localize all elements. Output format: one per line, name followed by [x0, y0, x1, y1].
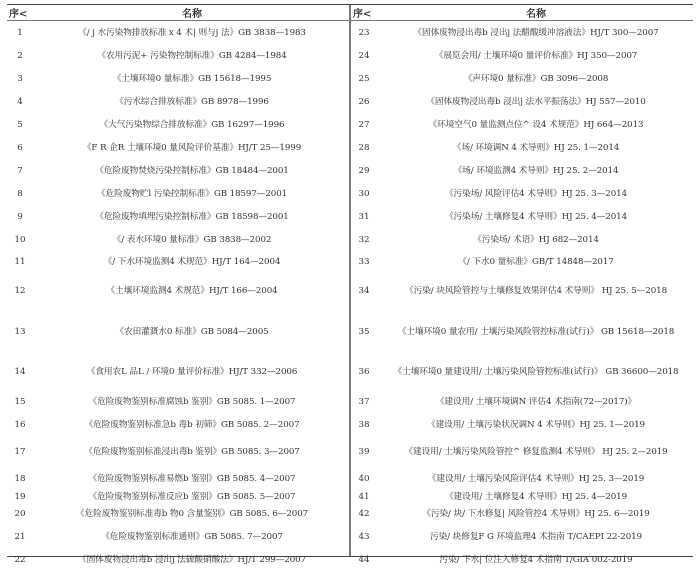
table-row: [351, 309, 693, 354]
row-name: 《食用农L 品L / 环境0 量评价标准》HJ/T 332—2006: [86, 367, 298, 377]
row-number: 22: [14, 554, 26, 565]
row-number: 5: [17, 119, 23, 130]
row-number: 43: [358, 531, 370, 542]
row-name: 《F R 企R 土壤环境0 量风险评价基准》HJ/T 25—1999: [82, 142, 302, 153]
row-number: 44: [358, 554, 370, 565]
row-name: 《建设用/ 土壤环境调N 评估4 术指南(72—2017)》: [435, 396, 637, 407]
row-number: 2: [17, 50, 23, 61]
row-number: 38: [358, 419, 370, 430]
row-number: 40: [358, 473, 370, 484]
table-header: [351, 5, 693, 21]
table-row: [351, 354, 693, 390]
table-row: [7, 354, 349, 390]
table-row: [7, 113, 349, 136]
row-name: 《场/ 环境调N 4 术导则》HJ 25. 1—2014: [452, 142, 620, 153]
row-name: 《污染场/ 土壤修复4 术导则》HJ 25. 4—2014: [444, 211, 628, 222]
row-name: 《危险废物鉴别标准腐蚀b 鉴别》GB 5085. 1—2007: [88, 396, 296, 407]
table-row: [351, 273, 693, 309]
row-name: 《固体废物浸出毒b 浸出j 法硫酸硝酸法》HJ/T 299—2007: [78, 554, 306, 565]
table-row: [351, 503, 693, 525]
row-number: 17: [14, 446, 26, 457]
table-row: [351, 21, 693, 44]
row-number: 12: [14, 286, 26, 296]
header-name: 名称: [526, 9, 546, 20]
header-name: 名称: [182, 9, 202, 20]
table-row: [351, 44, 693, 67]
table-row: [7, 136, 349, 159]
row-number: 23: [358, 27, 370, 38]
row-name: 《固体废物浸出毒b 浸出j 法水平振荡法》HJ 557—2010: [426, 96, 646, 107]
table-row: [351, 525, 693, 548]
row-number: 34: [358, 286, 370, 296]
row-name: 《建设用/ 土壤污染风险评估4 术导则》HJ 25. 3—2019: [427, 473, 645, 484]
table-row: [351, 490, 693, 503]
table-row: [351, 113, 693, 136]
row-number: 16: [14, 419, 26, 430]
table-row: [351, 436, 693, 467]
row-name: 《建设用/ 土壤污染风险管控^ 修复监测4 术导则》 HJ 25. 2—2019: [404, 446, 668, 457]
table-row: [351, 548, 693, 571]
table-row: [7, 205, 349, 228]
row-number: 3: [17, 73, 23, 84]
row-number: 18: [14, 473, 26, 484]
row-name: 《场/ 环境监测4 术导则》HJ 25. 2—2014: [453, 165, 619, 176]
table-row: [351, 90, 693, 113]
row-name: 《环境空气0 量监测点位^ 设4 术规范》HJ 664—2013: [428, 119, 644, 130]
row-name: 《固体废物浸出毒b 浸出j 法醋酸缓冲溶液法》HJ/T 300—2007: [413, 27, 659, 38]
row-number: 7: [17, 165, 23, 176]
row-number: 41: [358, 491, 370, 502]
row-name: 《危险废物鉴别标准浸出毒b 鉴别》GB 5085. 3—2007: [84, 446, 300, 457]
table-row: [7, 67, 349, 90]
row-name: 《大气污染物综合排放标准》GB 16297—1996: [99, 119, 285, 130]
row-name: 《危险废物贮l 污染控制标准》GB 18597—2001: [96, 188, 288, 199]
row-number: 20: [14, 509, 26, 519]
row-number: 19: [14, 491, 26, 502]
table-row: [351, 136, 693, 159]
row-number: 9: [17, 211, 23, 222]
row-number: 10: [14, 234, 26, 245]
row-name: 《土壤环境监测4 术规范》HJ/T 166—2004: [106, 286, 278, 296]
row-name: 《污水综合排放标准》GB 8978—1996: [115, 96, 269, 107]
table-row: [7, 90, 349, 113]
row-name: 《污染场/ 术语》HJ 682—2014: [473, 234, 599, 245]
row-number: 32: [358, 234, 370, 245]
row-number: 24: [358, 50, 370, 61]
row-number: 35: [358, 326, 370, 337]
table-row: [7, 467, 349, 490]
table-row: [7, 182, 349, 205]
table-row: [7, 44, 349, 67]
row-name: 污染/ 下水| 位注入修复4 术指南 T/GIA 002-2019: [439, 554, 633, 565]
row-name: 《危险废物鉴别标准反应b 鉴别》GB 5085. 5—2007: [88, 491, 296, 502]
row-name: 《危险废物鉴别标准易燃b 鉴别》GB 5085. 4—2007: [88, 473, 296, 484]
row-name: 《建设用/ 土壤修复4 术导则》HJ 25. 4—2019: [444, 491, 628, 502]
row-number: 31: [358, 211, 370, 222]
standards-table: [7, 4, 693, 565]
table-row: [351, 467, 693, 490]
row-name: 《危险废物填埋污染控制标准》GB 18598—2001: [95, 211, 289, 222]
row-number: 30: [358, 188, 370, 199]
row-name: 《声环境0 量标准》GB 3096—2008: [463, 73, 609, 84]
table-row: [7, 228, 349, 251]
table-left-half: [7, 5, 350, 565]
table-header: [7, 5, 349, 21]
row-number: 25: [358, 73, 370, 84]
row-name: 污染/ 块修复F G 环境监理4 术指南 T/CAEPI 22-2019: [429, 531, 642, 542]
table-row: [351, 67, 693, 90]
table-row: [351, 205, 693, 228]
table-row: [7, 413, 349, 436]
row-number: 28: [358, 142, 370, 153]
table-row: [351, 413, 693, 436]
row-name: 《土壤环境0 量农用/ 土壤污染风险管控标准(试行)》 GB 15618—2018: [397, 326, 675, 337]
left-rows: [7, 21, 349, 571]
row-number: 1: [17, 27, 23, 38]
header-no: 序<: [353, 9, 372, 20]
table-row: [351, 182, 693, 205]
row-number: 42: [358, 509, 370, 519]
row-number: 6: [17, 142, 23, 153]
row-name: 《危险废物鉴别标准急b 毒b 初筛》GB 5085. 2—2007: [84, 419, 300, 430]
row-number: 11: [14, 257, 26, 267]
row-number: 8: [17, 188, 23, 199]
row-name: 《污染/ 块/ 下水修复| 风险管控4 术导则》HJ 25. 6—2019: [422, 509, 650, 519]
row-name: 《危险废物鉴别标准毒b 物0 含量鉴别》GB 5085. 6—2007: [75, 509, 309, 519]
row-number: 39: [358, 446, 370, 457]
table-row: [7, 503, 349, 525]
row-number: 27: [358, 119, 370, 130]
row-name: 《土壤环境0 量建设用/ 土壤污染风险管控标准(试行)》 GB 36600—2018: [393, 367, 679, 377]
row-name: 《/ 下水0 量标准》GB/T 14848—2017: [458, 257, 614, 267]
table-row: [351, 251, 693, 273]
table-row: [7, 21, 349, 44]
row-name: 《/ 下水环境监测4 术规范》HJ/T 164—2004: [103, 257, 281, 267]
row-number: 29: [358, 165, 370, 176]
table-row: [351, 228, 693, 251]
row-number: 14: [14, 367, 26, 377]
right-rows: [351, 21, 693, 571]
row-name: 《污染/ 块风险管控与土壤修复效果评估4 术导则》 HJ 25. 5—2018: [405, 286, 667, 296]
table-row: [7, 548, 349, 571]
row-number: 13: [14, 326, 26, 337]
row-name: 《农用污泥+ 污染物控制标准》GB 4284—1984: [97, 50, 287, 61]
table-row: [7, 251, 349, 273]
row-name: 《危险废物鉴别标准通则》GB 5085. 7—2007: [101, 531, 283, 542]
row-name: 《危险废物焚烧污染控制标准》GB 18484—2001: [95, 165, 289, 176]
header-no: 序<: [9, 9, 28, 20]
table-row: [7, 490, 349, 503]
table-row: [351, 159, 693, 182]
table-row: [351, 390, 693, 413]
row-name: 《建设用/ 土壤污染状况调N 4 术导则》HJ 25. 1—2019: [427, 419, 645, 430]
table-row: [7, 390, 349, 413]
row-number: 4: [17, 96, 23, 107]
row-name: 《土壤环境0 量标准》GB 15618—1995: [112, 73, 272, 84]
row-name: 《/ j 水污染物排放标准 x 4 术| 则与j 法》GB 3838—1983: [78, 27, 306, 38]
row-number: 36: [358, 367, 370, 377]
row-number: 37: [358, 396, 370, 407]
row-name: 《展览会用/ 土壤环境0 量评价标准》HJ 350—2007: [434, 50, 638, 61]
table-row: [7, 159, 349, 182]
row-number: 26: [358, 96, 370, 107]
table-row: [7, 273, 349, 309]
row-number: 21: [14, 531, 26, 542]
table-right-half: [350, 5, 693, 565]
row-name: 《污染场/ 风险评估4 术导则》HJ 25. 3—2014: [444, 188, 628, 199]
row-number: 15: [14, 396, 26, 407]
table-row: [7, 309, 349, 354]
row-number: 33: [358, 257, 370, 267]
row-name: 《农田灌溉水0 标准》GB 5084—2005: [115, 326, 269, 337]
table-row: [7, 525, 349, 548]
table-row: [7, 436, 349, 467]
row-name: 《/ 表水环境0 量标准》GB 3838—2002: [112, 234, 272, 245]
